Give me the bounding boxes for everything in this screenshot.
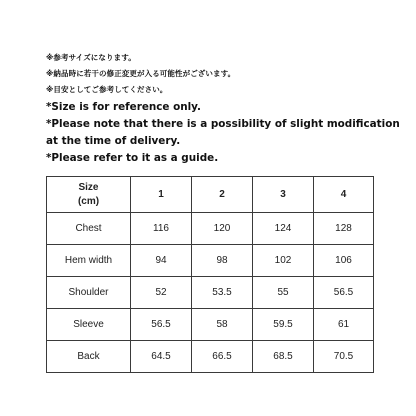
size-table	[46, 176, 374, 373]
back-size-1: 64.5	[131, 341, 192, 373]
hem-width-size-2: 98	[192, 245, 253, 277]
chest-size-3: 124	[253, 213, 314, 245]
back-size-4: 70.5	[314, 341, 374, 373]
hem-width-size-4: 106	[314, 245, 374, 277]
size-header-label-line1: Size	[78, 181, 99, 193]
note-jp-reference: ※参考サイズになります。	[46, 53, 136, 62]
table-row-chest	[47, 213, 374, 245]
size-header-3: 3	[253, 177, 314, 213]
shoulder-size-2: 53.5	[192, 277, 253, 309]
row-label-back: Back	[47, 341, 131, 373]
note-jp-guide: ※目安としてご参考してください。	[46, 85, 168, 94]
sleeve-size-2: 58	[192, 309, 253, 341]
sleeve-size-4: 61	[314, 309, 374, 341]
size-header-4: 4	[314, 177, 374, 213]
hem-width-size-1: 94	[131, 245, 192, 277]
shoulder-size-1: 52	[131, 277, 192, 309]
row-label-sleeve: Sleeve	[47, 309, 131, 341]
back-size-3: 68.5	[253, 341, 314, 373]
row-label-shoulder: Shoulder	[47, 277, 131, 309]
note-en-guide: *Please refer to it as a guide.	[46, 152, 219, 164]
table-row-sleeve	[47, 309, 374, 341]
sleeve-size-1: 56.5	[131, 309, 192, 341]
shoulder-size-4: 56.5	[314, 277, 374, 309]
table-row-back	[47, 341, 374, 373]
chest-size-2: 120	[192, 213, 253, 245]
note-en-modification-cont: at the time of delivery.	[46, 135, 181, 147]
size-header-label	[47, 177, 131, 213]
note-en-modification: *Please note that there is a possibility of slight modification	[46, 118, 400, 130]
table-row-shoulder	[47, 277, 374, 309]
row-label-hem-width: Hem width	[47, 245, 131, 277]
note-en-reference: *Size is for reference only.	[46, 101, 201, 113]
size-header-label-line2: (cm)	[77, 195, 100, 207]
size-header-2: 2	[192, 177, 253, 213]
row-label-chest: Chest	[47, 213, 131, 245]
note-jp-modification: ※納品時に若干の修正変更が入る可能性がございます。	[46, 69, 236, 78]
back-size-2: 66.5	[192, 341, 253, 373]
size-header-1: 1	[131, 177, 192, 213]
table-row-hem-width	[47, 245, 374, 277]
shoulder-size-3: 55	[253, 277, 314, 309]
size-notes	[46, 50, 406, 167]
hem-width-size-3: 102	[253, 245, 314, 277]
sleeve-size-3: 59.5	[253, 309, 314, 341]
chest-size-4: 128	[314, 213, 374, 245]
size-table-header-row	[47, 177, 374, 213]
chest-size-1: 116	[131, 213, 192, 245]
